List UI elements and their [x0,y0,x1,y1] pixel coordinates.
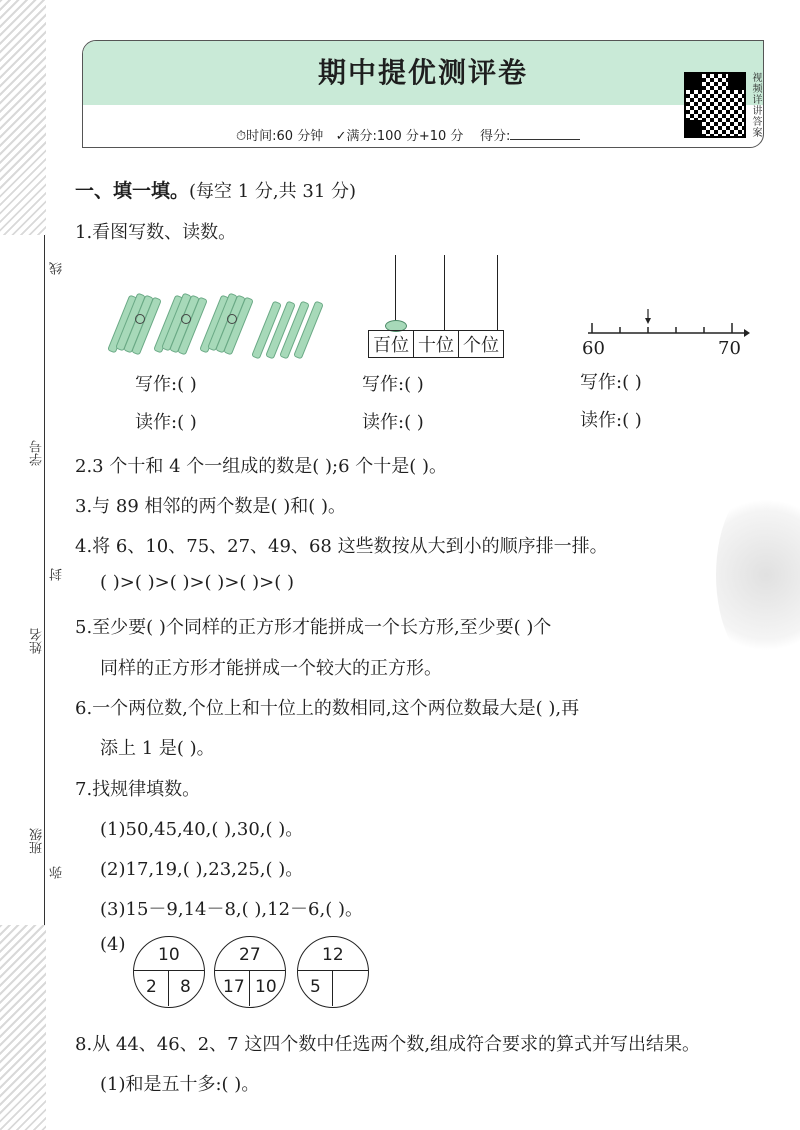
wheel1-right: 8 [180,977,191,997]
margin-label-feng: 封 [50,568,65,581]
numline-end: 70 [718,338,741,359]
q4-text: 4.将 6、10、75、27、49、68 这些数按从大到小的顺序排一排。 [75,536,608,557]
q1-read-b[interactable]: 读作:( ) [362,412,424,433]
score-label: 得分: [479,129,511,144]
margin-label-banji: 班级 [30,828,45,854]
page-title: 期中提优测评卷 [317,56,528,89]
place-hundreds: 百位 [369,331,414,358]
watermark-stamp [716,480,800,670]
q1-write-a[interactable]: 写作:( ) [135,374,197,395]
binding-line [44,235,45,925]
number-wheel-2 [214,936,286,1008]
q7-text: 7.找规律填数。 [75,779,201,800]
place-ones: 个位 [459,331,504,358]
margin-label-xingming: 姓名 [30,628,45,654]
margin-label-mi: 弥 [50,866,65,879]
wheel1-top: 10 [158,945,180,965]
number-wheel-3 [297,936,369,1008]
q5-line2: 同样的正方形才能拼成一个较大的正方形。 [100,658,442,679]
q7-part1[interactable]: (1)50,45,40,( ),30,( )。 [100,819,304,840]
wheel1-left: 2 [146,977,157,997]
q3[interactable]: 3.与 89 相邻的两个数是( )和( )。 [75,496,347,517]
qr-label: 视频详讲答案 [750,72,761,138]
margin-label-xian: 线 [50,262,65,275]
q8-text: 8.从 44、46、2、7 这四个数中任选两个数,组成符合要求的算式并写出结果。 [75,1034,701,1055]
q7-part3[interactable]: (3)15－9,14－8,( ),12－6,( )。 [100,899,363,920]
q8-part1[interactable]: (1)和是五十多:( )。 [100,1074,260,1095]
clock-icon: ⏱ [236,129,247,144]
wheel2-top: 27 [239,945,261,965]
abacus-rod-tens [444,255,445,331]
wheel3-left: 5 [310,977,321,997]
wheel3-top: 12 [322,945,344,965]
q7-part2[interactable]: (2)17,19,( ),23,25,( )。 [100,859,304,880]
wheel2-right: 10 [255,977,277,997]
section-1-note: (每空 1 分,共 31 分) [189,181,357,202]
place-value-table [368,330,504,358]
q6-line1[interactable]: 6.一个两位数,个位上和十位上的数相同,这个两位数最大是( ),再 [75,698,580,719]
check-icon: ✓ [335,129,347,144]
place-tens: 十位 [414,331,459,358]
numline-start: 60 [582,338,605,359]
q1-text: 1.看图写数、读数。 [75,222,237,243]
abacus-rod-ones [497,255,498,331]
q7-part4-label: (4) [100,934,126,955]
wheel2-left: 17 [223,977,245,997]
q1-write-c[interactable]: 写作:( ) [580,372,642,393]
number-wheel-1 [133,936,205,1008]
binding-hatch-top [0,0,46,235]
q1-write-b[interactable]: 写作:( ) [362,374,424,395]
q1-read-a[interactable]: 读作:( ) [135,412,197,433]
score-blank[interactable] [510,139,580,140]
margin-label-xuehao: 学号 [30,440,45,466]
q1-read-c[interactable]: 读作:( ) [580,410,642,431]
full-score: 满分:100 分+10 分 [346,129,464,144]
exam-info [236,125,580,144]
q5-line1[interactable]: 5.至少要( )个同样的正方形才能拼成一个长方形,至少要( )个 [75,617,552,638]
time-limit: 时间:60 分钟 [246,129,324,144]
q6-line2[interactable]: 添上 1 是( )。 [100,738,215,759]
q2[interactable]: 2.3 个十和 4 个一组成的数是( );6 个十是( )。 [75,456,448,477]
binding-hatch-bottom [0,925,46,1130]
q4-blanks[interactable]: ( )>( )>( )>( )>( )>( ) [100,572,295,593]
section-1-heading [75,176,356,203]
section-1-title: 一、填一填。 [75,180,190,202]
qr-code[interactable] [684,72,746,138]
